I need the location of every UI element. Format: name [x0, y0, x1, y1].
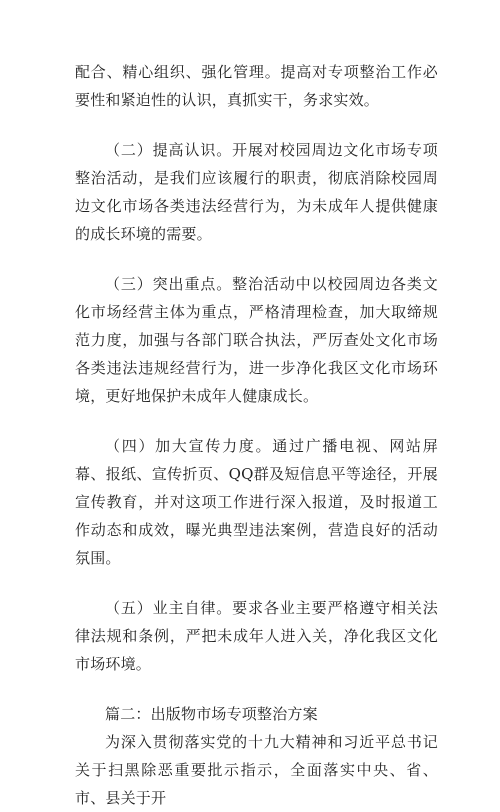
paragraph-raise-awareness: （二）提高认识。开展对校园周边文化市场专项整治活动，是我们应该履行的职责，彻底消除校园周边文化市场各类违法经营行为，为未成年人提供健康的成长环境的需要。 — [75, 141, 438, 243]
paragraph-intro-continuation: 配合、精心组织、强化管理。提高对专项整治工作必要性和紧迫性的认识，真抓实干，务求实效。 — [75, 63, 438, 109]
paragraph-gap — [75, 248, 438, 270]
paragraph-gap — [75, 114, 438, 136]
section-heading: 篇二：出版物市场专项整治方案 — [105, 705, 318, 723]
paragraph-self-discipline: （五）业主自律。要求各业主要严格遵守相关法律法规和条例，严把未成年人进入关，净化我区文化市场环境。 — [75, 599, 438, 673]
paragraph-plan-intro: 为深入贯彻落实党的十九大精神和习近平总书记关于扫黑除恶重要批示指示，全面落实中央、省、市、县关于开 — [75, 733, 438, 807]
paragraph-publicity: （四）加大宣传力度。通过广播电视、网站屏幕、报纸、宣传折页、QQ群及短信息平等途径，开展宣传教育，并对这项工作进行深入报道，及时报道工作动态和成效，曝光典型违法案例，营造良好的活动氛围。 — [75, 437, 438, 567]
paragraph-gap — [75, 410, 438, 432]
paragraph-gap — [75, 678, 438, 700]
paragraph-gap — [75, 572, 438, 594]
paragraph-highlight-focus: （三）突出重点。整治活动中以校园周边各类文化市场经营主体为重点，严格清理检查，加大取缔规范力度，加强与各部门联合执法，严厉查处文化市场各类违法违规经营行为，进一步净化我区文化市场环境，更好地保护未成年人健康成长。 — [75, 275, 438, 405]
